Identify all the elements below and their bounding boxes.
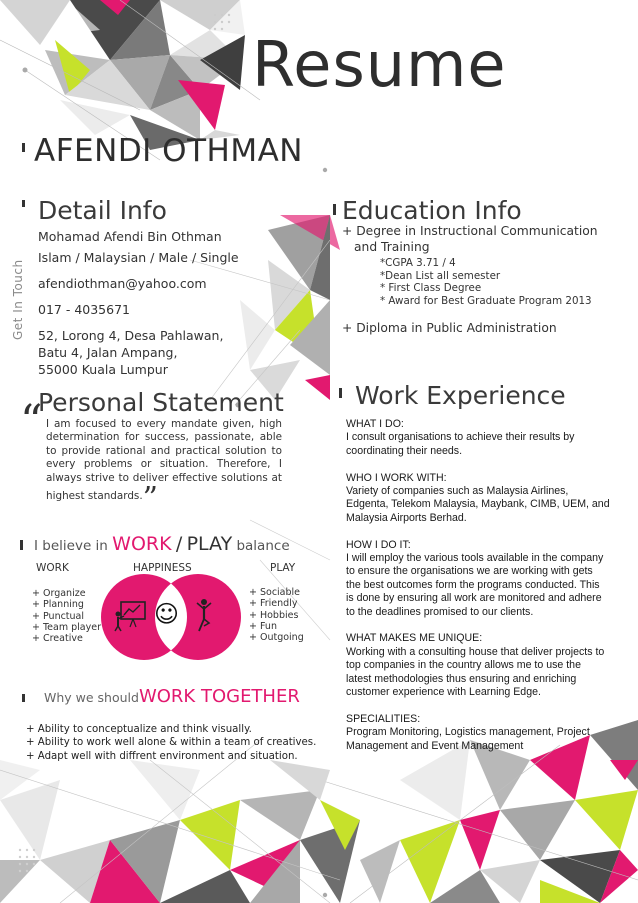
col-play-label: PLAY [270, 562, 296, 574]
block-line: latest methodologies thus ensuring and enriching [346, 672, 577, 685]
experience-block [346, 472, 632, 526]
balance-slash: / [175, 533, 183, 555]
together-marker [22, 694, 25, 702]
work-item: + Creative [32, 633, 83, 645]
bottom-left-triangles [0, 760, 360, 903]
statement-last-row [46, 481, 282, 517]
together-heading [44, 684, 300, 711]
statement-line: always strive to deliver effective solutions at [46, 471, 282, 484]
address-line-1: 52, Lorong 4, Desa Pahlawan, [38, 328, 224, 343]
detail-marker [22, 200, 25, 207]
phone-text[interactable]: 017 - 4035671 [38, 302, 130, 317]
block-line: I consult organisations to achieve their results by [346, 431, 575, 444]
detail-list [38, 228, 278, 378]
person-name: AFENDI OTHMAN [34, 133, 303, 169]
experience-block [346, 418, 632, 458]
block-title: WHAT MAKES ME UNIQUE: [346, 632, 483, 645]
close-quote: ” [142, 481, 158, 517]
statement-line: to provide rational and practical solution to [46, 444, 282, 457]
block-line: to the deadlines promised to our clients. [346, 605, 534, 618]
block-line: Program Monitoring, Logistics management, Project [346, 726, 590, 739]
presentation-icon [113, 600, 151, 632]
block-line: to ensure the organisations we are working with gets [346, 565, 593, 578]
experience-block [346, 539, 632, 619]
experience-marker [339, 388, 342, 398]
work-item: + Team player [32, 621, 101, 633]
block-line: Variety of companies such as Malaysia Airlines, [346, 485, 569, 498]
full-name: Mohamad Afendi Bin Othman [38, 229, 222, 244]
balance-marker [20, 540, 23, 550]
email-text[interactable]: afendiothman@yahoo.com [38, 276, 207, 291]
work-items [32, 588, 101, 644]
balance-prefix: I believe in [34, 538, 108, 554]
together-item: + Ability to work well alone & within a team of creatives. [26, 737, 317, 749]
col-happiness-label: HAPPINESS [133, 562, 192, 574]
block-line: Malaysia Airports Berhad. [346, 511, 467, 524]
statement-text [46, 418, 282, 517]
play-item: + Outgoing [249, 632, 304, 644]
experience-block [346, 713, 632, 753]
cgpa: *CGPA 3.71 / 4 [380, 257, 456, 269]
degree-details [342, 257, 632, 307]
detail-heading: Detail Info [38, 196, 167, 225]
education-marker [333, 204, 336, 215]
balance-suffix: balance [236, 538, 290, 554]
together-item: + Adapt well with diffrent environment and situation. [26, 750, 298, 762]
block-line: top companies in the country allows me to use the [346, 659, 581, 672]
get-in-touch-label: Get In Touch [11, 259, 25, 340]
play-item: + Hobbies [249, 609, 299, 621]
block-line: Management and Event Management [346, 739, 524, 752]
balance-work: WORK [112, 533, 172, 555]
play-item: + Sociable [249, 587, 301, 598]
block-line: Edgenta, Telekom Malaysia, Maybank, CIMB, UEM, and [346, 498, 610, 511]
degree-line-1: + Degree in Instructional Communication [342, 224, 598, 238]
statement-line: every problems or situation. Therefore, I [46, 458, 282, 471]
block-line: coordinating their needs. [346, 444, 463, 457]
block-title: HOW I DO IT: [346, 538, 411, 551]
experience-block [346, 632, 632, 699]
together-list [26, 723, 316, 763]
play-item: + Friendly [249, 598, 298, 610]
statement-line: determination for success, passionate, able [46, 431, 282, 444]
play-items [249, 587, 304, 643]
experience-content [346, 418, 632, 753]
top-left-triangles [0, 0, 245, 150]
col-work-label: WORK [36, 562, 69, 574]
together-highlight: WORK TOGETHER [138, 686, 300, 707]
first-class: * First Class Degree [380, 282, 482, 295]
block-line: I will employ the various tools available in the company [346, 552, 604, 565]
statement-line: I am focused to every mandate given, high [46, 418, 282, 430]
education-heading: Education Info [342, 196, 522, 225]
block-line: the best outcomes form the programs conducted. This [346, 578, 600, 591]
block-title: WHO I WORK WITH: [346, 471, 447, 484]
profile-info: Islam / Malaysian / Male / Single [38, 250, 239, 265]
diploma: + Diploma in Public Administration [342, 321, 557, 336]
award: * Award for Best Graduate Program 2013 [380, 294, 592, 307]
smiley-icon: ☺ [154, 600, 180, 628]
open-quote: “ [20, 396, 43, 447]
exercise-icon [192, 597, 216, 633]
name-marker [22, 143, 25, 152]
experience-heading: Work Experience [355, 381, 566, 410]
education-list [342, 223, 632, 336]
balance-heading [34, 532, 290, 558]
work-item: + Organize [32, 588, 86, 599]
statement-line: highest standards. [46, 490, 143, 503]
block-line: customer experience with Learning Edge. [346, 686, 541, 699]
together-prefix: Why we should [44, 690, 139, 705]
work-item: + Punctual [32, 610, 85, 622]
together-item: + Ability to conceptualize and think visually. [26, 724, 252, 735]
resume-title: Resume [252, 28, 507, 101]
dean-list: *Dean List all semester [380, 269, 501, 282]
play-item: + Fun [249, 620, 277, 632]
degree-line-2: and Training [354, 240, 430, 254]
block-line: is done by ensuring all work are monitored and adhere [346, 592, 602, 605]
work-item: + Planning [32, 599, 84, 611]
block-line: Working with a consulting house that deliver projects to [346, 645, 605, 658]
balance-play: PLAY [186, 533, 233, 555]
block-title: SPECIALITIES: [346, 712, 421, 725]
personal-heading: Personal Statement [38, 388, 284, 417]
address-line-2: Batu 4, Jalan Ampang, [38, 345, 178, 360]
address-line-3: 55000 Kuala Lumpur [38, 362, 168, 377]
block-title: WHAT I DO: [346, 418, 404, 430]
